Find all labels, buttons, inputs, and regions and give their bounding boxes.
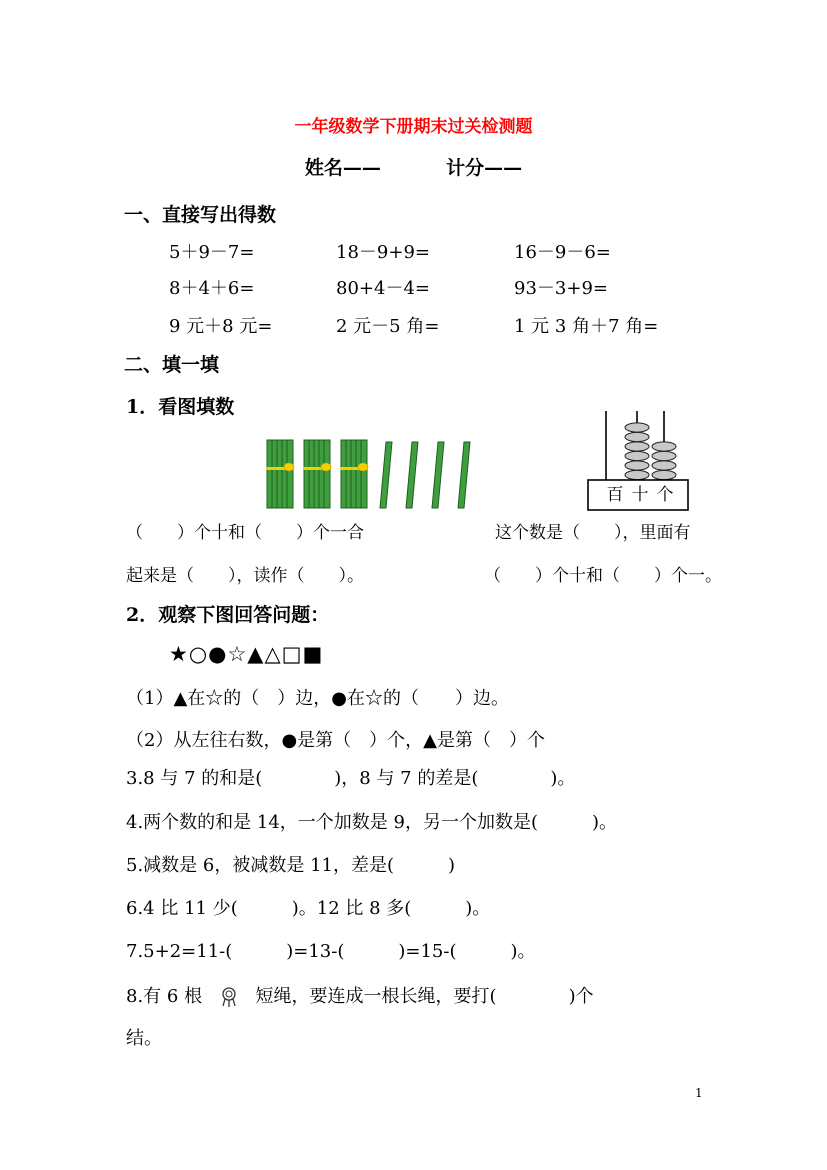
s1-r2-c1: 8＋4＋6=	[169, 278, 255, 299]
q1-left-line2: 起来是（ ），读作（ ）。	[126, 566, 364, 586]
q1-right-line1: 这个数是（ ），里面有	[495, 523, 691, 543]
page-number: 1	[695, 1086, 703, 1100]
stick-bundle-3	[340, 440, 368, 508]
section1-heading: 一、直接写出得数	[124, 204, 277, 226]
s1-r2-c3: 93－3+9=	[514, 278, 608, 299]
q8-text-before: 8.有 6 根	[126, 986, 203, 1007]
q1-left-line1: （ ）个十和（ ）个一合	[126, 523, 364, 543]
abacus-tens-beads	[625, 423, 649, 480]
q2-sub2: （2）从左往右数，●是第（ ）个，▲是第（ ）个	[126, 730, 545, 751]
abacus-bead	[625, 461, 649, 470]
abacus-label-hundreds: 百	[606, 485, 624, 505]
stick-bundle-1	[266, 440, 294, 508]
abacus-label-tens: 十	[631, 485, 649, 505]
q8-line2: 结。	[126, 1028, 162, 1049]
abacus-bead	[652, 470, 676, 479]
rope-icon	[216, 986, 242, 1008]
s1-r3-c3: 1 元 3 角＋7 角=	[514, 316, 659, 337]
abacus-figure	[585, 408, 693, 514]
abacus-bead	[652, 442, 676, 451]
stick-bundle-2	[303, 440, 331, 508]
abacus-label-ones: 个	[656, 485, 674, 505]
name-score-row	[0, 153, 827, 180]
q8-text-after: 短绳，要连成一根长绳，要打( )个	[255, 986, 594, 1007]
s1-r3-c1: 9 元＋8 元=	[169, 316, 273, 337]
abacus-bead	[625, 432, 649, 441]
s1-r3-c2: 2 元－5 角=	[336, 316, 440, 337]
abacus-bead	[625, 423, 649, 432]
abacus-bead	[625, 442, 649, 451]
s1-r1-c1: 5＋9－7=	[169, 242, 255, 263]
name-label: 姓名——	[304, 157, 381, 179]
q8-line1	[126, 982, 594, 1008]
q6-text: 6.4 比 11 少( )。12 比 8 多( )。	[126, 898, 491, 919]
q1-right-line2: （ ）个十和（ ）个一。	[484, 566, 722, 586]
s1-r1-c2: 18－9+9=	[336, 242, 430, 263]
page-title: 一年级数学下册期末过关检测题	[294, 117, 533, 137]
q2-heading: 2．观察下图回答问题：	[126, 604, 330, 626]
shape-sequence: ★○●☆▲△□■	[169, 642, 324, 666]
q5-text: 5.减数是 6，被减数是 11，差是( )	[126, 855, 456, 876]
abacus-bead	[625, 470, 649, 479]
score-label: 计分——	[446, 157, 523, 179]
q7-text: 7.5+2=11-( )=13-( )=15-( )。	[126, 941, 536, 962]
abacus-ones-beads	[652, 442, 676, 480]
abacus-bead	[652, 451, 676, 460]
section2-heading: 二、填一填	[124, 354, 220, 376]
counting-sticks-figure	[262, 432, 477, 512]
single-sticks	[380, 442, 470, 508]
s1-r1-c3: 16－9－6=	[514, 242, 611, 263]
q4-text: 4.两个数的和是 14，一个加数是 9，另一个加数是( )。	[126, 812, 618, 833]
s1-r2-c2: 80+4－4=	[336, 278, 430, 299]
abacus-bead	[652, 461, 676, 470]
q3-text: 3.8 与 7 的和是( )，8 与 7 的差是( )。	[126, 768, 576, 789]
q2-sub1: （1）▲在☆的（ ）边，●在☆的（ ）边。	[126, 688, 509, 709]
abacus-bead	[625, 451, 649, 460]
q1-heading: 1．看图填数	[126, 396, 235, 418]
